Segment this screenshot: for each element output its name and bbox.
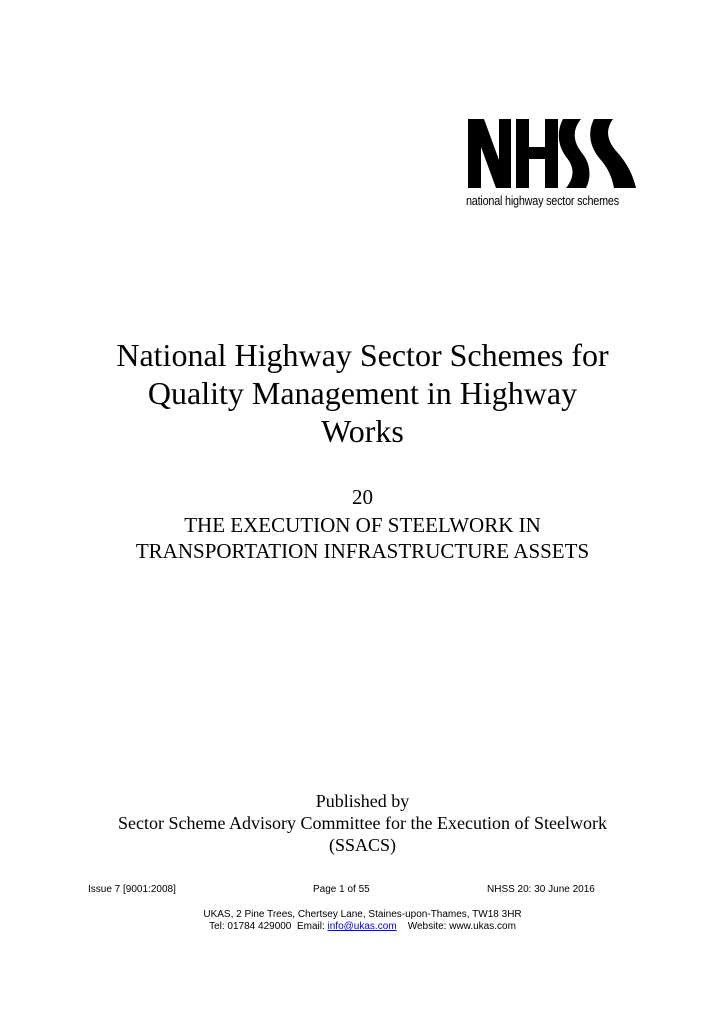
logo-caption: national highway sector schemes	[466, 193, 619, 208]
publisher-name-line-2: (SSACS)	[328, 835, 397, 855]
email-link[interactable]: info@ukas.com	[327, 921, 397, 932]
published-by-label: Published by	[315, 791, 410, 811]
scheme-title-line-1: THE EXECUTION OF STEELWORK IN	[184, 513, 541, 537]
publisher-name-line-1: Sector Scheme Advisory Committee for the Execution of Steelwork	[118, 813, 607, 833]
document-reference: NHSS 20: 30 June 2016	[487, 884, 595, 895]
title-line-2: Quality Management in Highway	[147, 375, 578, 411]
nhss-logo	[466, 116, 638, 216]
scheme-title-line-2: TRANSPORTATION INFRASTRUCTURE ASSETS	[135, 539, 590, 563]
telephone: Tel: 01784 429000	[209, 921, 292, 932]
email-label: Email:	[296, 921, 325, 932]
contact-block	[40, 909, 685, 933]
title-line-3: Works	[321, 413, 404, 449]
contact-line	[40, 921, 685, 933]
website: Website: www.ukas.com	[407, 921, 516, 932]
nhss-logo-mark	[466, 116, 638, 190]
document-title	[40, 336, 685, 450]
page-number: Page 1 of 55	[313, 884, 370, 895]
title-line-1: National Highway Sector Schemes for	[116, 337, 609, 373]
issue-number: Issue 7 [9001:2008]	[88, 884, 176, 895]
publisher-block	[40, 790, 685, 856]
scheme-title	[40, 512, 685, 564]
postal-address: UKAS, 2 Pine Trees, Chertsey Lane, Staines-upon-Thames, TW18 3HR	[203, 909, 522, 920]
scheme-number: 20	[352, 485, 373, 509]
